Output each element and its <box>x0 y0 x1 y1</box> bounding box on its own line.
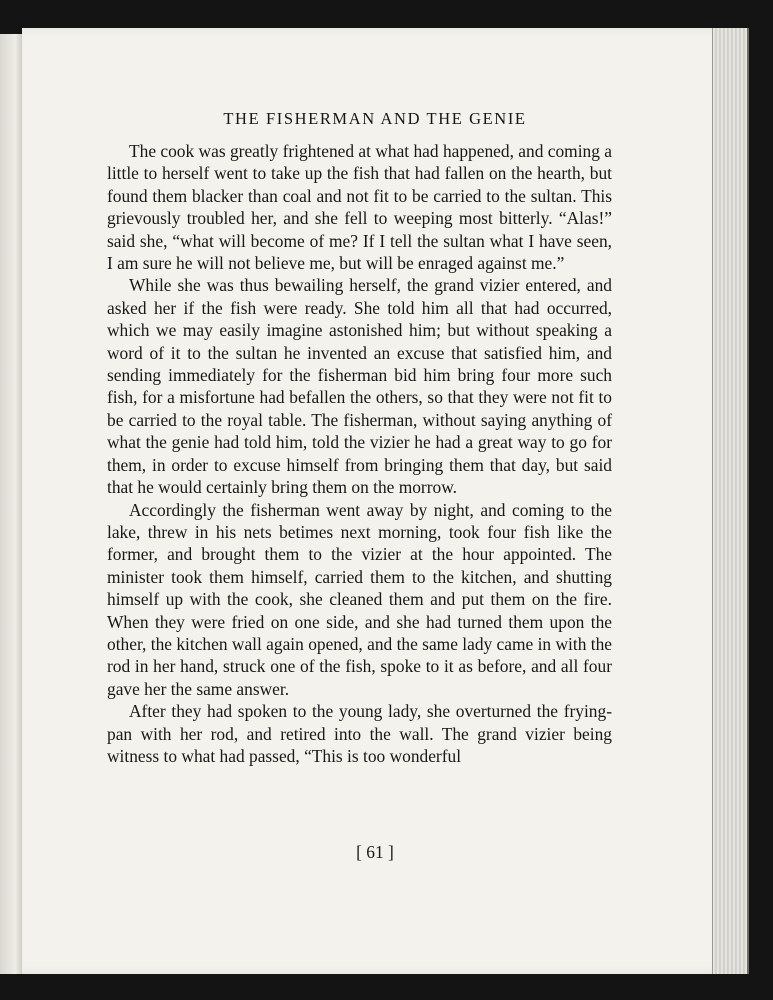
paragraph: After they had spoken to the young lady, she overturned the frying-pan with her rod, and retired into the wall. The grand vizier being witness to what had passed, “This is too wonderful <box>107 701 612 766</box>
book-page <box>22 28 728 974</box>
facing-page-edge <box>0 34 23 974</box>
paragraph: The cook was greatly frightened at what had happened, and coming a little to herself went to take up the fish that had fallen on the hearth, but found them blacker than coal and not fit to be carried to the sultan. This grievously troubled her, and she fell to weeping most bitterly. “Alas!” said she, “what will become of me? If I tell the sultan what I have seen, I am sure he will not believe me, but will be enraged against me.” <box>107 141 612 274</box>
paragraph: While she was thus bewailing herself, the grand vizier entered, and asked her if the fish were ready. She told him all that had occurred, which we may easily imagine astonished him; but without speaking a word of it to the sultan he invented an excuse that satisfied him, and sending immediately for the fisherman bid him bring four more such fish, for a misfortune had befallen the others, so that they were not fit to be carried to the royal table. The fisherman, without saying anything of what the genie had told him, told the vizier he had a great way to go for them, in order to excuse himself from bringing them that day, but said that he would certainly bring them on the morrow. <box>107 275 612 498</box>
page-number: [ 61 ] <box>356 842 394 862</box>
running-head: THE FISHERMAN AND THE GENIE <box>223 109 527 128</box>
paragraph: Accordingly the fisherman went away by night, and coming to the lake, threw in his nets betimes next morning, took four fish like the former, and brought them to the vizier at the hour appointed. The minister took them himself, carried them to the kitchen, and shutting himself up with the cook, she cleaned them and put them on the fire. When they were fried on one side, and she had turned them upon the other, the kitchen wall again opened, and the same lady came in with the rod in her hand, struck one of the fish, spoke to it as before, and all four gave her the same answer. <box>107 499 612 699</box>
body-text <box>107 140 612 767</box>
page-stack-edges <box>712 28 749 974</box>
